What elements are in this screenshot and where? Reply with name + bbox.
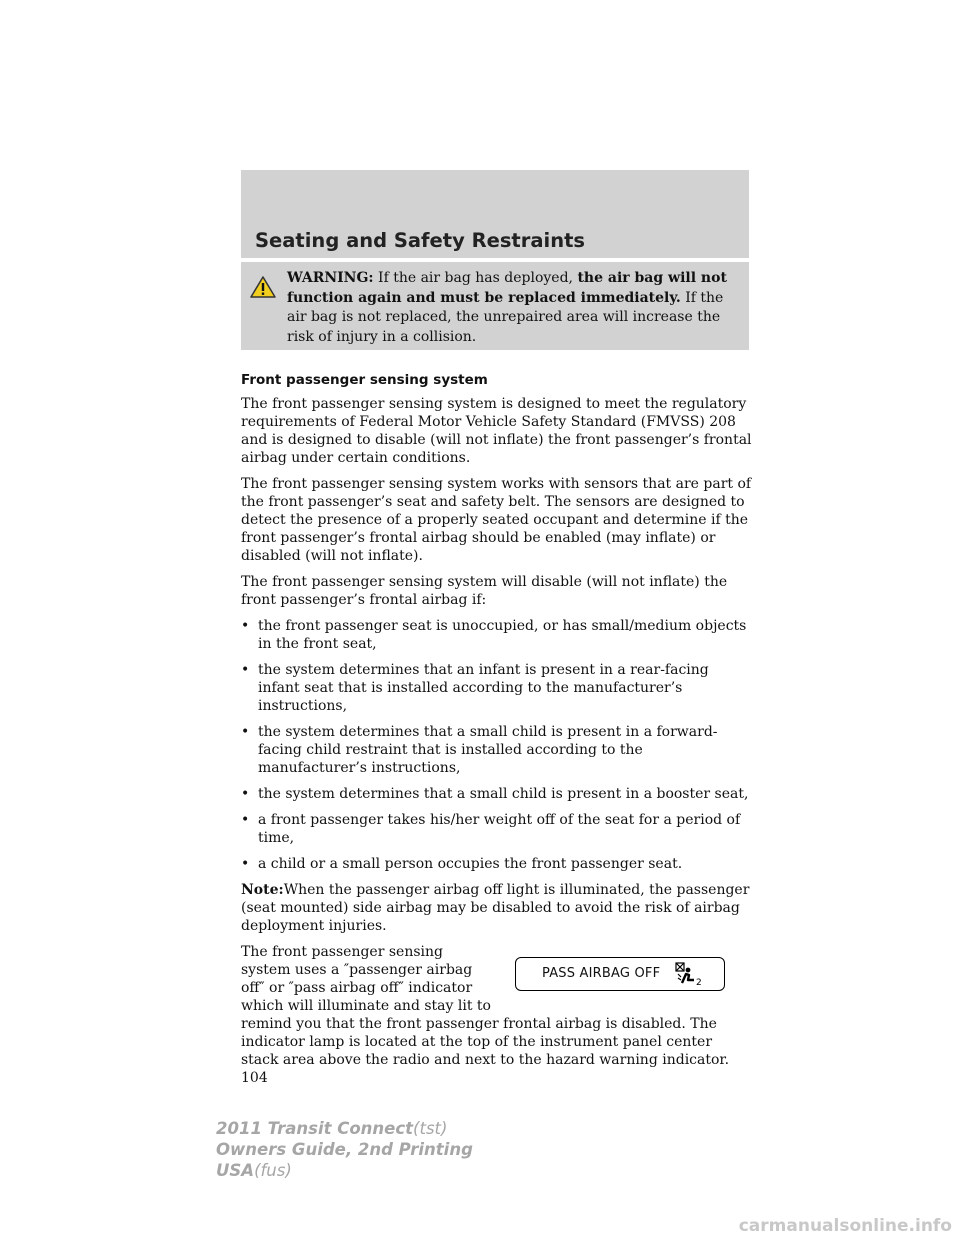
list-item: [241, 855, 753, 873]
bullet-icon: •: [241, 662, 250, 678]
condition-list: [241, 617, 753, 873]
main-content: [241, 371, 753, 1087]
footer-line-2: [216, 1139, 473, 1160]
list-item: [241, 785, 753, 803]
list-item-text: the system determines that a small child is present in a forward-facing child restraint that is installed according to the manufacturer’s instructions,: [258, 724, 718, 776]
note-paragraph: [241, 881, 753, 935]
bullet-icon: •: [241, 786, 250, 802]
paragraph: The front passenger sensing system is designed to meet the regulatory requirements of Federal Motor Vehicle Safety Standard (FMVSS) 208 and is designed to disable (will not inflate) the front passenger’s frontal airbag under certain conditions.: [241, 396, 752, 466]
bullet-icon: •: [241, 724, 250, 740]
indicator-section: [241, 943, 753, 1069]
indicator-subscript: 2: [696, 978, 702, 986]
paragraph: The front passenger sensing system works with sensors that are part of the front passenger’s seat and safety belt. The sensors are designed to detect the presence of a properly seated occupant and determine if the front passenger’s frontal airbag should be enabled (may inflate) or disabled (will not inflate).: [241, 476, 752, 564]
list-item-text: a front passenger takes his/her weight off of the seat for a period of time,: [258, 812, 741, 846]
list-item-text: the system determines that a small child is present in a booster seat,: [258, 786, 749, 802]
warning-text: [247, 269, 741, 347]
bullet-icon: •: [241, 812, 250, 828]
list-item-text: a child or a small person occupies the front passenger seat.: [258, 856, 683, 872]
indicator-figure: [493, 951, 753, 1013]
paragraph: The front passenger sensing system will disable (will not inflate) the front passenger’s frontal airbag if:: [241, 574, 728, 608]
footer-guide: Owners Guide, 2nd Printing: [216, 1140, 473, 1159]
section-heading: Front passenger sensing system: [241, 372, 488, 388]
footer-market: USA: [216, 1161, 255, 1180]
note-text: When the passenger airbag off light is illuminated, the passenger (seat mounted) side airbag may be disabled to avoid the risk of airbag deployment injuries.: [241, 882, 750, 934]
indicator-label: PASS AIRBAG OFF: [542, 966, 661, 981]
page-number: 104: [241, 1070, 268, 1086]
list-item-text: the system determines that an infant is present in a rear-facing infant seat that is installed according to the manufacturer’s instructions,: [258, 662, 709, 714]
passenger-airbag-off-icon: [674, 962, 704, 986]
warning-box: [241, 262, 749, 350]
list-item-text: the front passenger seat is unoccupied, or has small/medium objects in the front seat,: [258, 618, 747, 652]
warning-text-part1: If the air bag has deployed,: [378, 270, 573, 286]
footer-imprint: [216, 1118, 473, 1181]
watermark: carmanualsonline.info: [738, 1216, 952, 1236]
footer-market-code: (fus): [254, 1161, 292, 1180]
footer-model: 2011 Transit Connect: [216, 1119, 414, 1138]
warning-triangle-icon: [249, 275, 277, 299]
note-label: Note:: [241, 882, 284, 898]
warning-label: WARNING:: [287, 270, 374, 286]
bullet-icon: •: [241, 618, 250, 634]
indicator-paragraph: The front passenger sensing system uses a ″passenger airbag off″ or ″pass airbag off″ indicator which will illuminate and stay lit to remind you that the front passenger frontal airbag is disabled. The indicator lamp is located at the top of the instrument panel center stack area above the radio and next to the hazard warning indicator.: [241, 944, 730, 1068]
page-title: Seating and Safety Restraints: [255, 229, 586, 252]
warning-bold-text: the air bag will not function again and must be replaced immediately.: [287, 270, 727, 306]
section-header-band: [241, 170, 749, 258]
footer-model-code: (tst): [413, 1119, 448, 1138]
bullet-icon: •: [241, 856, 250, 872]
list-item: [241, 617, 753, 653]
footer-line-1: [216, 1118, 473, 1139]
pass-airbag-off-indicator: [515, 957, 725, 991]
list-item: [241, 811, 753, 847]
list-item: [241, 661, 753, 715]
warning-text-part2: If the air bag is not replaced, the unrepaired area will increase the risk of injury in a collision.: [287, 289, 724, 345]
list-item: [241, 723, 753, 777]
footer-line-3: [216, 1160, 473, 1181]
